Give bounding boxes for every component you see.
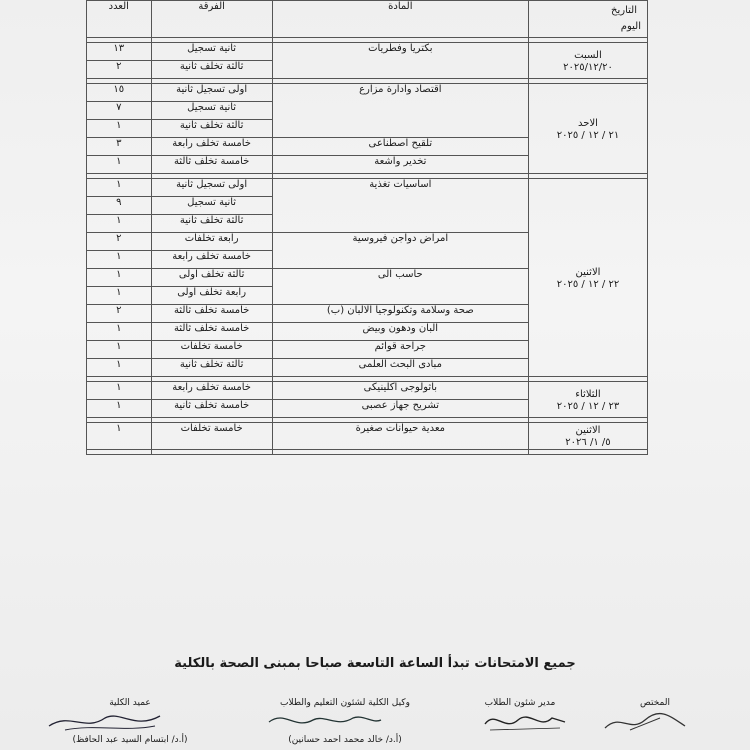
subject-cell: جراحة قوائم: [272, 341, 528, 359]
handwritten-signature-director: [480, 706, 570, 734]
group-separator: [87, 450, 648, 455]
exam-day: السبت: [574, 49, 602, 61]
day-date-cell: [528, 423, 647, 450]
count-cell: ١٥: [87, 84, 152, 102]
signature-title: عميد الكلية: [109, 698, 151, 708]
table-row: [87, 423, 648, 450]
signature-title: مدير شئون الطلاب: [484, 698, 556, 708]
grade-cell: ثالثة تخلف اولى: [151, 269, 272, 287]
count-cell: ٧: [87, 102, 152, 120]
signature-title: المختص: [640, 698, 670, 708]
header-subject: المادة: [272, 1, 528, 38]
separator-cell: [528, 450, 647, 455]
subject-cell: اقتصاد وادارة مزارع: [272, 84, 528, 138]
handwritten-signature-vice-dean: [265, 708, 385, 734]
signature-title: وكيل الكلية لشئون التعليم والطلاب: [280, 698, 410, 708]
separator-cell: [272, 450, 528, 455]
subject-cell: اساسيات تغذية: [272, 179, 528, 233]
grade-cell: ثالثة تخلف ثانية: [151, 120, 272, 138]
subject-cell: مبادى البحث العلمى: [272, 359, 528, 377]
count-cell: ١: [87, 251, 152, 269]
exam-notice: جميع الامتحانات تبدأ الساعة التاسعة صباحا بمبنى الصحة بالكلية: [174, 656, 576, 671]
count-cell: ١: [87, 179, 152, 197]
table-row: [87, 382, 648, 400]
subject-cell: بكتريا وفطريات: [272, 43, 528, 79]
grade-cell: خامسة تخلف ثالثة: [151, 156, 272, 174]
table-row: [87, 179, 648, 197]
exam-day: الاثنين: [575, 425, 601, 436]
count-cell: ١: [87, 359, 152, 377]
count-cell: ٢: [87, 61, 152, 79]
header-date: التاريخ: [611, 5, 637, 16]
header-count: العدد: [87, 1, 152, 38]
grade-cell: اولى تسجيل ثانية: [151, 84, 272, 102]
header-day: اليوم: [620, 21, 641, 32]
grade-cell: خامسة تخلف ثانية: [151, 400, 272, 418]
count-cell: ١: [87, 156, 152, 174]
exam-date: ٢٣ / ١٢ / ٢٠٢٥: [556, 400, 620, 412]
grade-cell: ثالثة تخلف ثانية: [151, 215, 272, 233]
count-cell: ٣: [87, 138, 152, 156]
separator-cell: [151, 450, 272, 455]
subject-cell: معدية حيوانات صغيرة: [272, 423, 528, 450]
grade-cell: رابعة تخلفات: [151, 233, 272, 251]
exam-date: ٢٠٢٥/١٢/٢٠: [563, 61, 613, 73]
exam-date: ٢١ / ١٢ / ٢٠٢٥: [556, 129, 620, 141]
handwritten-signature-specialist: [600, 708, 690, 736]
grade-cell: خامسة تخلف رابعة: [151, 382, 272, 400]
grade-cell: اولى تسجيل ثانية: [151, 179, 272, 197]
count-cell: ١: [87, 269, 152, 287]
signature-name: (أ.د/ خالد محمد احمد حسانين): [288, 735, 402, 745]
grade-cell: رابعة تخلف اولى: [151, 287, 272, 305]
grade-cell: خامسة تخلف ثالثة: [151, 323, 272, 341]
exam-day: الاثنين: [575, 266, 601, 278]
header-grade: الفرقة: [151, 1, 272, 38]
subject-cell: صحة وسلامة وتكنولوجيا الالبان (ب): [272, 305, 528, 323]
header-date-day: [528, 1, 647, 38]
table-row: [87, 84, 648, 102]
count-cell: ١٣: [87, 43, 152, 61]
grade-cell: ثانية تسجيل: [151, 102, 272, 120]
day-date-cell: [528, 84, 647, 174]
subject-cell: حاسب الى: [272, 269, 528, 305]
exam-day: الثلاثاء: [575, 388, 601, 400]
day-date-cell: [528, 43, 647, 79]
subject-cell: تخدير واشعة: [272, 156, 528, 174]
signature-name: (أ.د/ ابتسام السيد عبد الحافظ): [72, 735, 188, 745]
day-date-cell: [528, 179, 647, 377]
subject-cell: تلقيح اصطناعى: [272, 138, 528, 156]
subject-cell: امراض دواجن فيروسية: [272, 233, 528, 269]
count-cell: ٢: [87, 233, 152, 251]
count-cell: ١: [87, 323, 152, 341]
count-cell: ٩: [87, 197, 152, 215]
exam-date: ٢٢ / ١٢ / ٢٠٢٥: [556, 278, 620, 290]
grade-cell: خامسة تخلف رابعة: [151, 251, 272, 269]
exam-schedule-table: [86, 0, 648, 455]
day-date-cell: [528, 382, 647, 418]
subject-cell: تشريح جهاز عصبى: [272, 400, 528, 418]
grade-cell: خامسة تخلفات: [151, 341, 272, 359]
count-cell: ١: [87, 287, 152, 305]
subject-cell: باثولوجى اكلينيكى: [272, 382, 528, 400]
count-cell: ١: [87, 423, 152, 450]
count-cell: ٢: [87, 305, 152, 323]
exam-day: الاحد: [578, 117, 598, 129]
grade-cell: خامسة تخلف رابعة: [151, 138, 272, 156]
grade-cell: ثانية تسجيل: [151, 43, 272, 61]
exam-date: ٥/ ١/ ٢٠٢٦: [565, 437, 611, 448]
table-row: [87, 43, 648, 61]
subject-cell: البان ودهون وبيض: [272, 323, 528, 341]
count-cell: ١: [87, 400, 152, 418]
count-cell: ١: [87, 341, 152, 359]
handwritten-signature-dean: [45, 708, 165, 734]
count-cell: ١: [87, 215, 152, 233]
count-cell: ١: [87, 382, 152, 400]
separator-cell: [87, 450, 152, 455]
grade-cell: ثالثة تخلف ثانية: [151, 61, 272, 79]
count-cell: ١: [87, 120, 152, 138]
grade-cell: ثانية تسجيل: [151, 197, 272, 215]
grade-cell: ثالثة تخلف ثانية: [151, 359, 272, 377]
grade-cell: خامسة تخلف ثالثة: [151, 305, 272, 323]
table-header-row: [87, 1, 648, 38]
grade-cell: خامسة تخلفات: [151, 423, 272, 450]
